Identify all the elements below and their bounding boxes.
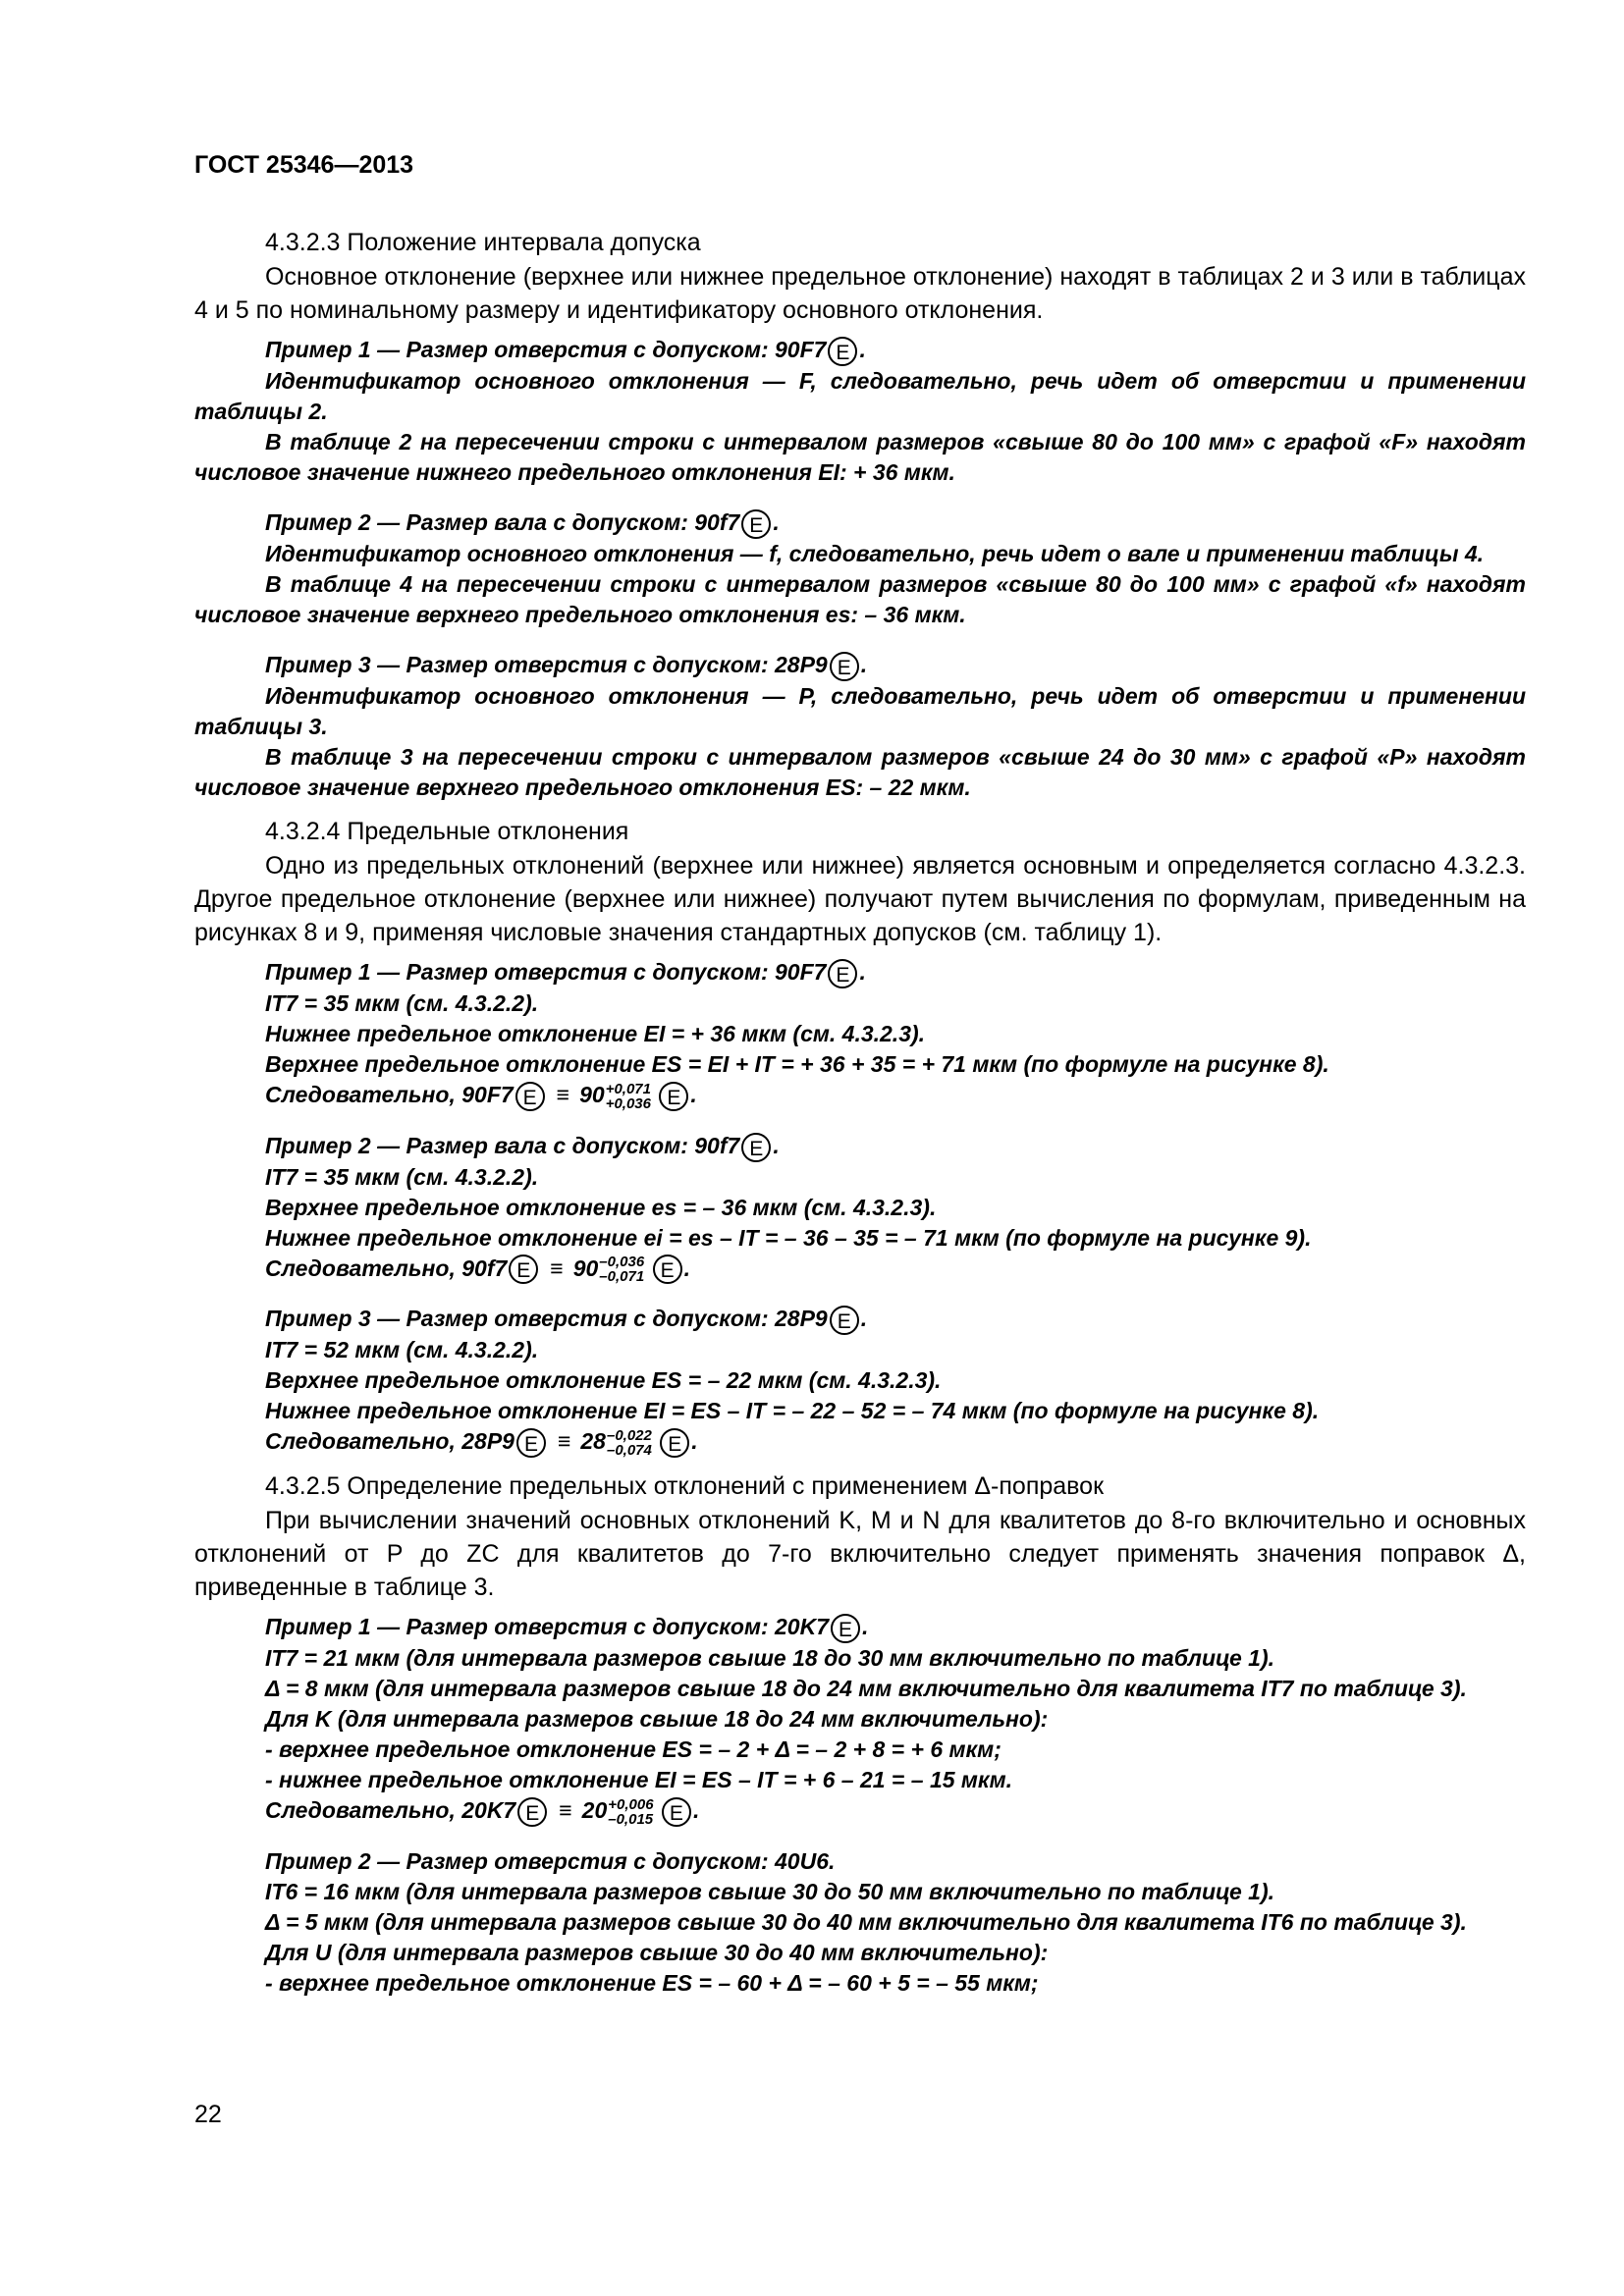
example-block xyxy=(194,335,1526,488)
example-title: Пример 2 — Размер вала с допуском: 90f7 E . xyxy=(265,508,780,537)
envelope-requirement-icon: E xyxy=(828,337,857,366)
section-text-4-3-2-5: При вычислении значений основных отклонений K, M и N для квалитетов до 8-го включительно и основных отклонений от P до ZC для квалитетов до 7-го включительно следует применять значения поправок Δ, приведенные в таблице 3. xyxy=(194,1507,1526,1602)
example-line: IT7 = 21 мкм (для интервала размеров свыше 18 до 30 мм включительно по таблице 1). xyxy=(265,1645,1275,1672)
example-line: Нижнее предельное отклонение ei = es – IT = – 36 – 35 = – 71 мкм (по формуле на рисунке 9). xyxy=(265,1224,1312,1251)
section-text-4-3-2-4: Одно из предельных отклонений (верхнее или нижнее) является основным и определяется согласно 4.3.2.3. Другое предельное отклонение (верхнее или нижнее) получают путем вычисления по формулам, приведенным на рисунках 8 и 9, применяя числовые значения стандартных допусков (см. таблицу 1). xyxy=(194,851,1526,946)
section-text-4-3-2-3: Основное отклонение (верхнее или нижнее предельное отклонение) находят в таблицах 2 и 3 или в таблицах 4 и 5 по номинальному размеру и идентификатору основного отклонения. xyxy=(194,263,1526,324)
example-title: Пример 3 — Размер отверстия с допуском: 28P9 E . xyxy=(265,1306,868,1334)
tolerance-limits: –0,036 –0,071 xyxy=(599,1254,645,1286)
example-text: В таблице 3 на пересечении строки с интервалом размеров «свыше 24 до 30 мм» с графой «P» находят числовое значение верхнего предельного отклонения ES: – 22 мкм. xyxy=(194,743,1526,800)
example-title: Пример 1 — Размер отверстия с допуском: 90F7 E . xyxy=(265,337,866,364)
example-block xyxy=(194,1846,1526,1999)
tolerance-limits: –0,022 –0,074 xyxy=(606,1427,652,1460)
example-result: Следовательно, 90F7 E ≡ 90 +0,071 +0,036 E . xyxy=(265,1080,697,1112)
example-result: Следовательно, 90f7 E ≡ 90 –0,036 –0,071 E . xyxy=(265,1254,690,1286)
example-title: Пример 1 — Размер отверстия с допуском: 90F7 E . xyxy=(265,958,866,987)
example-result: Следовательно, 28P9 E ≡ 28 –0,022 –0,074 E . xyxy=(265,1427,698,1460)
example-line: Верхнее предельное отклонение ES = – 22 мкм (см. 4.3.2.3). xyxy=(265,1367,942,1394)
envelope-requirement-icon: E xyxy=(828,959,857,988)
page-number: 22 xyxy=(194,2101,222,2128)
section-heading-4-3-2-5: 4.3.2.5 Определение предельных отклонений с применением Δ-поправок xyxy=(265,1472,1105,1501)
example-text: Идентификатор основного отклонения — P, следовательно, речь идет об отверстии и применении таблицы 3. xyxy=(194,682,1526,739)
example-text: Идентификатор основного отклонения — f, следовательно, речь идет о вале и применении таблицы 4. xyxy=(265,540,1485,566)
envelope-requirement-icon: E xyxy=(741,1133,771,1162)
example-text: В таблице 2 на пересечении строки с интервалом размеров «свыше 80 до 100 мм» с графой «F» находят числовое значение нижнего предельного отклонения EI: + 36 мкм. xyxy=(194,428,1526,485)
envelope-requirement-icon: E xyxy=(741,509,771,539)
example-line: IT7 = 35 мкм (см. 4.3.2.2). xyxy=(265,1163,539,1190)
example-text: Идентификатор основного отклонения — F, следовательно, речь идет об отверстии и применении таблицы 2. xyxy=(194,367,1526,424)
section-heading-4-3-2-4: 4.3.2.4 Предельные отклонения xyxy=(265,817,629,845)
example-title: Пример 2 — Размер вала с допуском: 90f7 E . xyxy=(265,1132,780,1160)
example-line: IT7 = 35 мкм (см. 4.3.2.2). xyxy=(265,989,539,1016)
example-line: Δ = 5 мкм (для интервала размеров свыше 30 до 40 мм включительно для квалитета IT6 по таблице 3). xyxy=(265,1909,1467,1936)
example-title: Пример 3 — Размер отверстия с допуском: 28P9 E . xyxy=(265,651,868,679)
example-block xyxy=(194,507,1526,630)
envelope-requirement-icon: E xyxy=(509,1255,538,1284)
example-line: - верхнее предельное отклонение ES = – 2 + Δ = – 2 + 8 = + 6 мкм; xyxy=(265,1736,1001,1763)
example-block xyxy=(194,1304,1526,1458)
envelope-requirement-icon: E xyxy=(653,1255,682,1284)
tolerance-limits: +0,006 –0,015 xyxy=(608,1796,654,1829)
envelope-requirement-icon: E xyxy=(515,1082,545,1111)
example-line: Верхнее предельное отклонение es = – 36 мкм (см. 4.3.2.3). xyxy=(265,1194,937,1220)
example-line: Δ = 8 мкм (для интервала размеров свыше 18 до 24 мм включительно для квалитета IT7 по таблице 3). xyxy=(265,1676,1467,1702)
example-result: Следовательно, 20K7 E ≡ 20 +0,006 –0,015 E . xyxy=(265,1796,700,1829)
section-heading-4-3-2-3: 4.3.2.3 Положение интервала допуска xyxy=(265,229,701,256)
example-title: Пример 1 — Размер отверстия с допуском: 20K7 E . xyxy=(265,1614,869,1642)
envelope-requirement-icon: E xyxy=(662,1797,691,1827)
envelope-requirement-icon: E xyxy=(516,1428,546,1458)
example-line: Для U (для интервала размеров свыше 30 до 40 мм включительно): xyxy=(265,1940,1049,1966)
example-block xyxy=(194,650,1526,803)
example-line: IT7 = 52 мкм (см. 4.3.2.2). xyxy=(265,1337,539,1363)
example-text: В таблице 4 на пересечении строки с интервалом размеров «свыше 80 до 100 мм» с графой «f» находят числовое значение верхнего предельного отклонения es: – 36 мкм. xyxy=(194,570,1526,627)
envelope-requirement-icon: E xyxy=(660,1428,689,1458)
document-header: ГОСТ 25346—2013 xyxy=(194,151,414,179)
example-line: IT6 = 16 мкм (для интервала размеров свыше 30 до 50 мм включительно по таблице 1). xyxy=(265,1879,1275,1905)
example-title: Пример 2 — Размер отверстия с допуском: 40U6. xyxy=(265,1848,836,1875)
example-line: - верхнее предельное отклонение ES = – 60 + Δ = – 60 + 5 = – 55 мкм; xyxy=(265,1970,1039,1997)
example-block xyxy=(194,957,1526,1111)
example-line: - нижнее предельное отклонение EI = ES – IT = + 6 – 21 = – 15 мкм. xyxy=(265,1767,1012,1793)
example-block xyxy=(194,1612,1526,1827)
example-line: Для K (для интервала размеров свыше 18 до 24 мм включительно): xyxy=(265,1706,1049,1733)
envelope-requirement-icon: E xyxy=(830,652,859,681)
envelope-requirement-icon: E xyxy=(517,1797,547,1827)
tolerance-limits: +0,071 +0,036 xyxy=(605,1080,651,1112)
example-line: Верхнее предельное отклонение ES = EI + IT = + 36 + 35 = + 71 мкм (по формуле на рисунке 8). xyxy=(265,1050,1329,1077)
envelope-requirement-icon: E xyxy=(659,1082,688,1111)
example-block xyxy=(194,1131,1526,1285)
example-line: Нижнее предельное отклонение EI = + 36 мкм (см. 4.3.2.3). xyxy=(265,1020,926,1046)
page-content xyxy=(194,226,1526,1999)
example-line: Нижнее предельное отклонение EI = ES – IT = – 22 – 52 = – 74 мкм (по формуле на рисунке 8). xyxy=(265,1398,1320,1424)
envelope-requirement-icon: E xyxy=(830,1306,859,1335)
envelope-requirement-icon: E xyxy=(831,1614,860,1643)
